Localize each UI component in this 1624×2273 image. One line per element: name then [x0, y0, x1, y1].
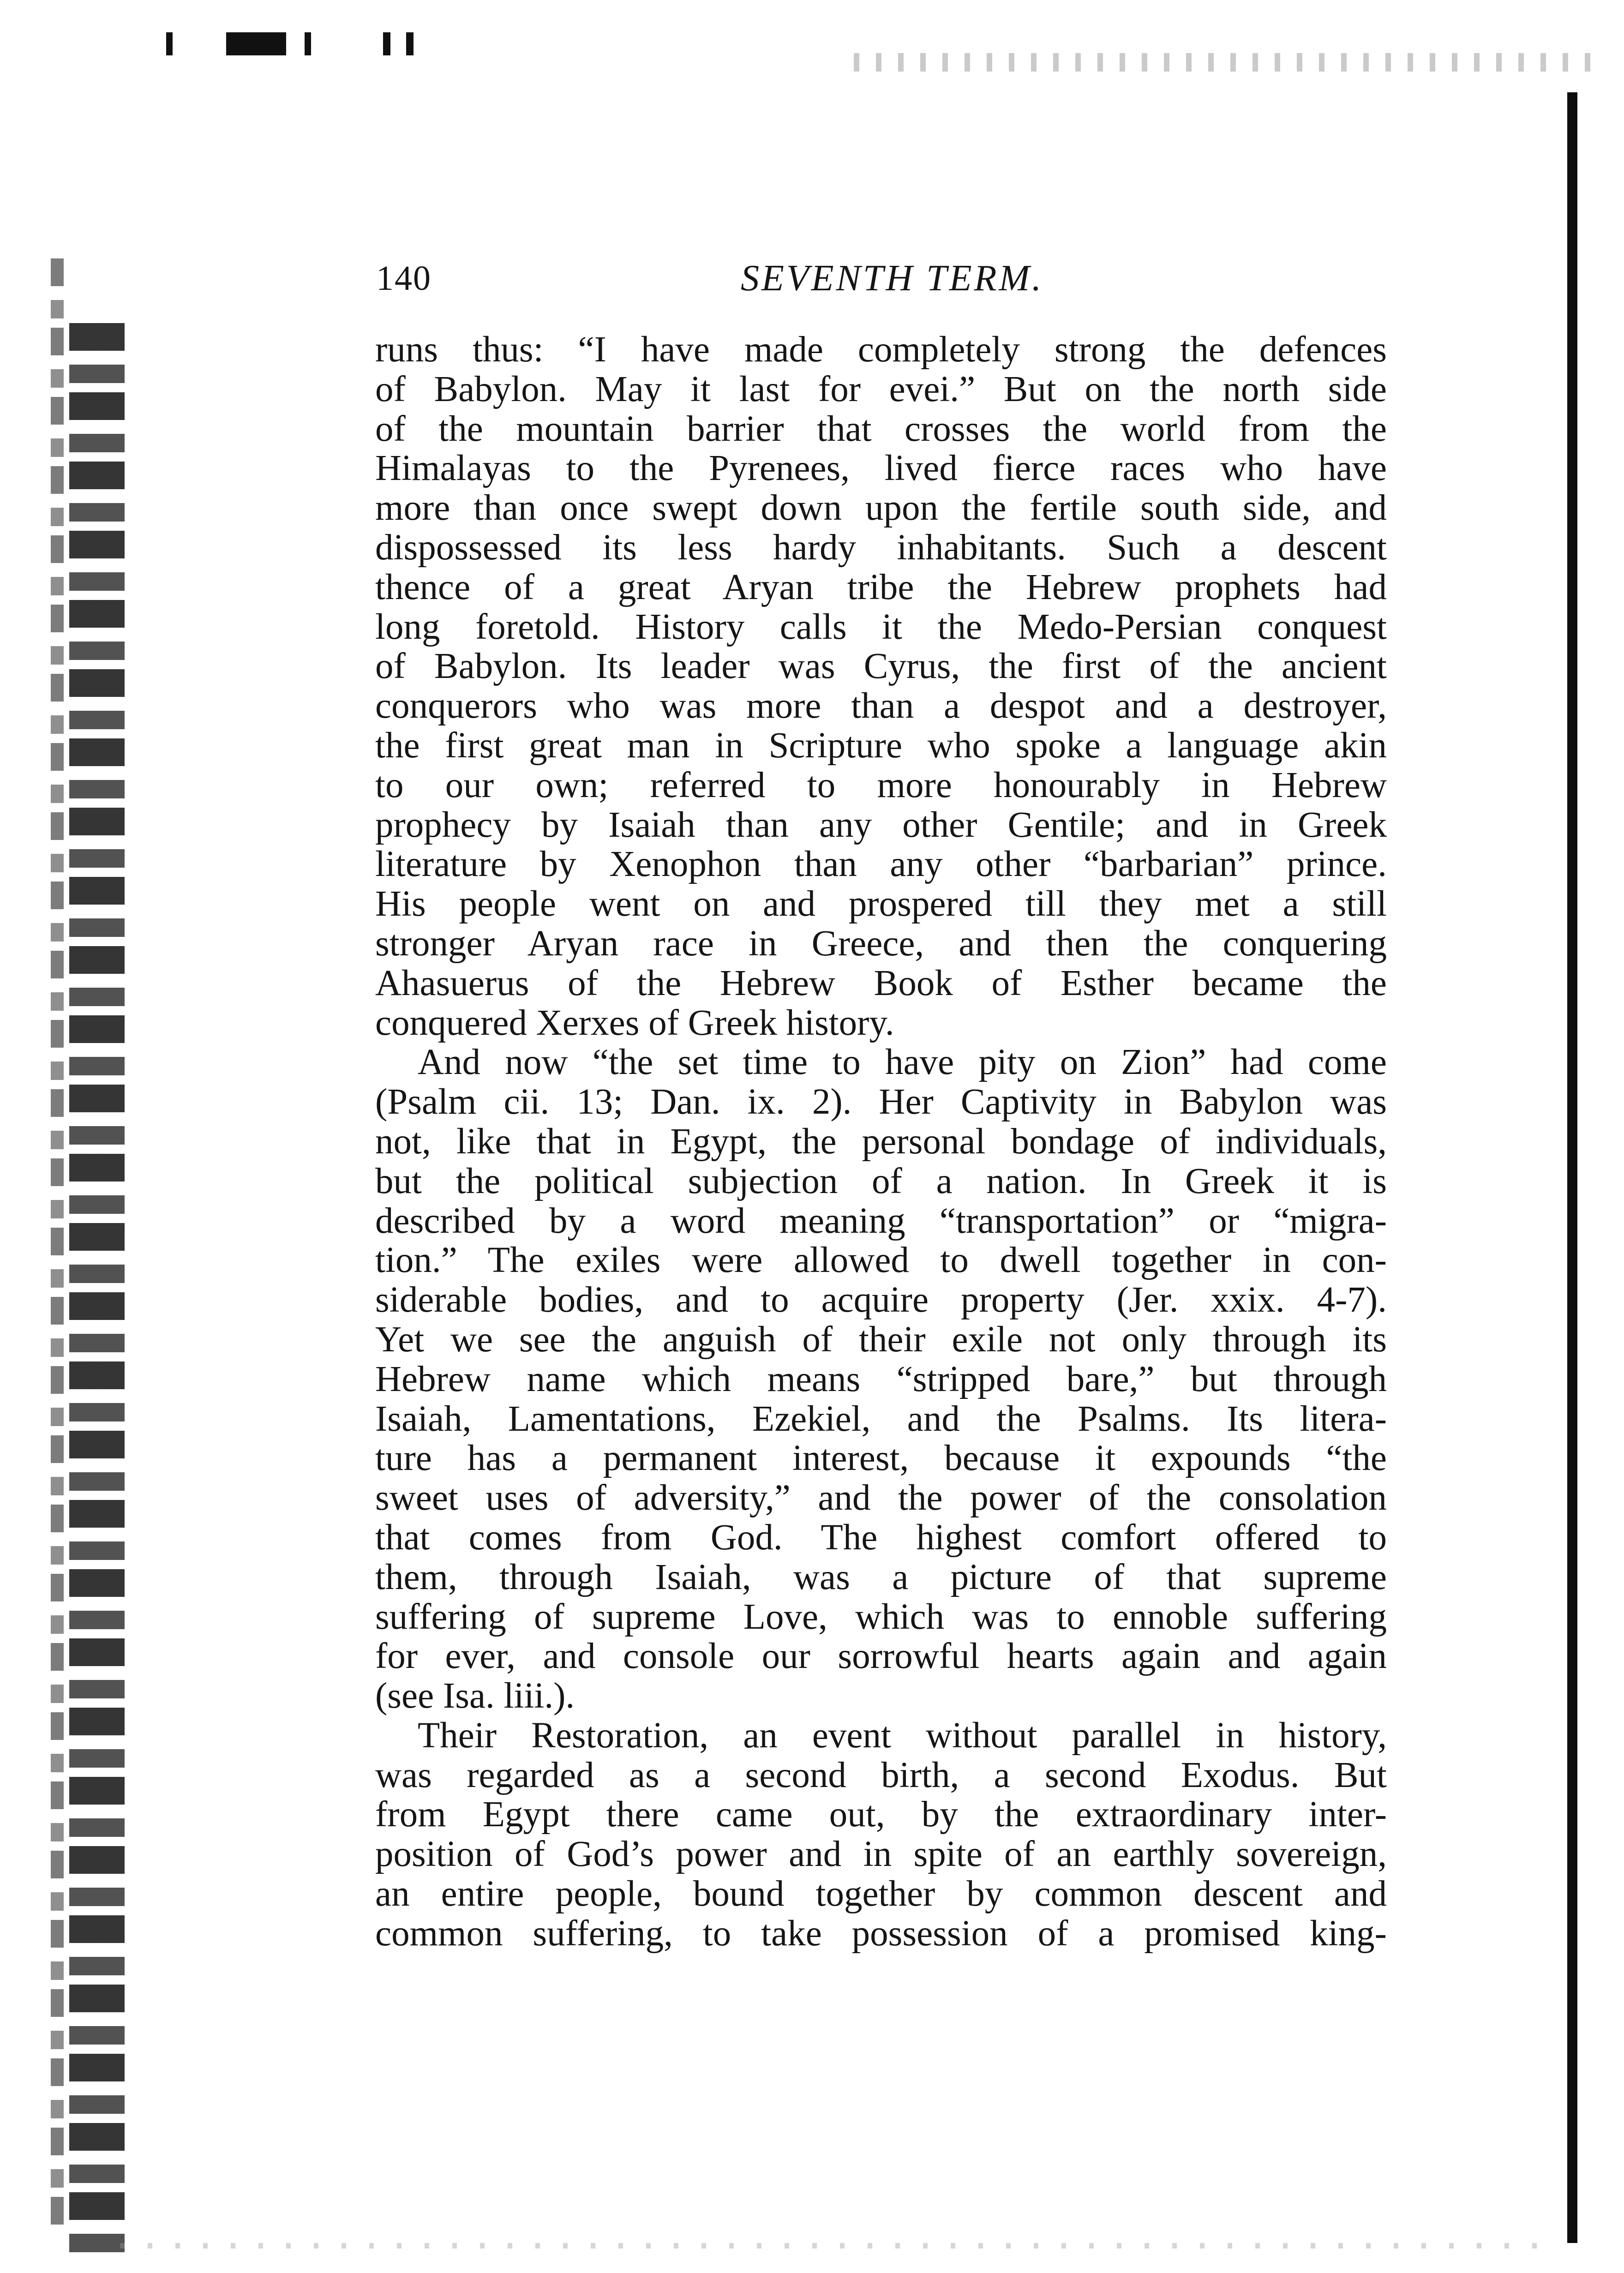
- text-line: suffering of supreme Love, which was to ennoble suffering: [375, 1597, 1387, 1637]
- right-edge-shadow: [1567, 92, 1577, 2243]
- text-line: Hebrew name which means “stripped bare,” but through: [375, 1359, 1387, 1399]
- top-scan-speckle: [854, 53, 1592, 72]
- text-line: for ever, and console our sorrowful hearts again and again: [375, 1637, 1387, 1677]
- text-line: an entire people, bound together by common descent and: [375, 1874, 1387, 1914]
- text-line: position of God’s power and in spite of an earthly sovereign,: [375, 1835, 1387, 1875]
- text-line: more than once swept down upon the fertile south side, and: [375, 488, 1387, 528]
- text-line: but the political subjection of a nation. In Greek it is: [375, 1161, 1387, 1201]
- text-line: stronger Aryan race in Greece, and then the conquering: [375, 924, 1387, 964]
- text-line: long foretold. History calls it the Medo-Persian conquest: [375, 607, 1387, 647]
- text-line: thence of a great Aryan tribe the Hebrew prophets had: [375, 567, 1387, 607]
- running-head: [376, 254, 1387, 305]
- text-line: His people went on and prospered till they met a still: [375, 884, 1387, 924]
- text-line: that comes from God. The highest comfort offered to: [375, 1517, 1387, 1558]
- binding-shadow-thin: [51, 258, 64, 2234]
- text-line: of Babylon. Its leader was Cyrus, the first of the ancient: [375, 647, 1387, 687]
- text-line: Ahasuerus of the Hebrew Book of Esther became the: [375, 963, 1387, 1003]
- text-line: Yet we see the anguish of their exile not only through its: [375, 1319, 1387, 1360]
- text-line: Himalayas to the Pyrenees, lived fierce races who have: [375, 449, 1387, 489]
- text-line: described by a word meaning “transportation” or “migra-: [375, 1201, 1387, 1241]
- text-line: runs thus: “I have made completely strong the defences: [375, 330, 1387, 370]
- bottom-scan-speckle: [120, 2243, 1551, 2249]
- text-line: Isaiah, Lamentations, Ezekiel, and the Psalms. Its litera-: [375, 1399, 1387, 1439]
- text-line: of Babylon. May it last for evei.” But on the north side: [375, 369, 1387, 409]
- text-line: literature by Xenophon than any other “barbarian” prince.: [375, 845, 1387, 885]
- text-line: was regarded as a second birth, a second Exodus. But: [375, 1755, 1387, 1795]
- text-line: of the mountain barrier that crosses the world from the: [375, 409, 1387, 449]
- binding-shadow: [69, 323, 125, 2261]
- top-scan-marks: [166, 32, 461, 60]
- text-line: dispossessed its less hardy inhabitants. Such a descent: [375, 528, 1387, 568]
- text-line: to our own; referred to more honourably in Hebrew: [375, 765, 1387, 805]
- text-line: conquerors who was more than a despot and a destroyer,: [375, 686, 1387, 726]
- text-line: sweet uses of adversity,” and the power of the consolation: [375, 1478, 1387, 1518]
- text-line: (Psalm cii. 13; Dan. ix. 2). Her Captivity in Babylon was: [375, 1082, 1387, 1122]
- body-text: [375, 330, 1387, 1954]
- text-line: conquered Xerxes of Greek history.: [375, 1003, 894, 1043]
- text-line: not, like that in Egypt, the personal bondage of individuals,: [375, 1122, 1387, 1162]
- running-title: SEVENTH TERM.: [741, 258, 1044, 299]
- text-line: common suffering, to take possession of a promised king-: [375, 1913, 1387, 1954]
- text-line: Their Restoration, an event without parallel in history,: [418, 1715, 1387, 1756]
- text-line: the first great man in Scripture who spoke a language akin: [375, 726, 1387, 766]
- text-line: siderable bodies, and to acquire property (Jer. xxix. 4-7).: [375, 1280, 1387, 1320]
- text-line: tion.” The exiles were allowed to dwell together in con-: [375, 1241, 1387, 1281]
- text-line: (see Isa. liii.).: [375, 1676, 575, 1716]
- text-line: And now “the set time to have pity on Zion” had come: [418, 1043, 1387, 1083]
- text-line: from Egypt there came out, by the extraordinary inter-: [375, 1795, 1387, 1835]
- text-line: ture has a permanent interest, because it expounds “the: [375, 1439, 1387, 1479]
- text-line: prophecy by Isaiah than any other Gentile; and in Greek: [375, 805, 1387, 845]
- page-number: 140: [376, 259, 431, 298]
- text-line: them, through Isaiah, was a picture of that supreme: [375, 1557, 1387, 1597]
